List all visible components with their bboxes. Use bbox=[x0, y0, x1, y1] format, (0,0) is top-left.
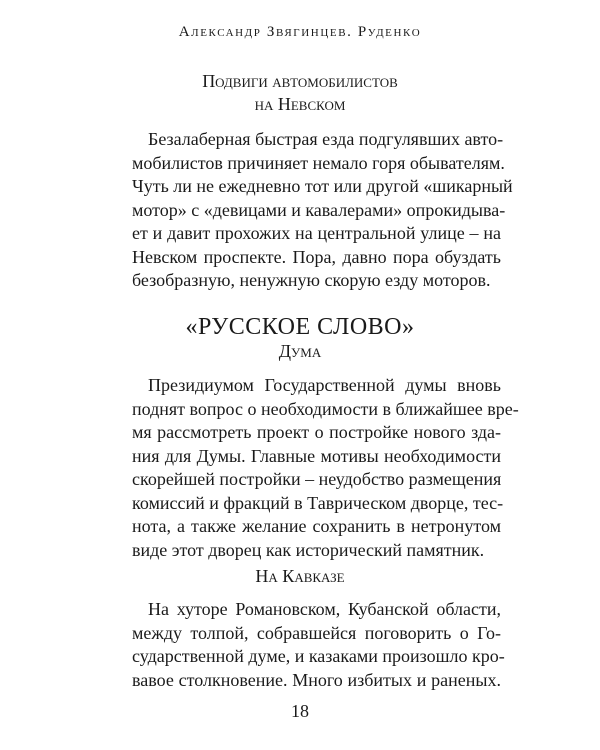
text-line: ет и давит прохожих на центральной улице – на bbox=[132, 223, 501, 243]
text-line: комиссий и фракций в Таврическом дворце, тес- bbox=[132, 492, 504, 513]
text-line: ния для Думы. Главные мотивы необходимости bbox=[132, 445, 501, 466]
running-head: Александр Звягинцев. Руденко bbox=[178, 24, 422, 40]
page-number: 18 bbox=[291, 701, 309, 721]
text-line: виде этот дворец как исторический памятник. bbox=[132, 539, 485, 560]
section-title-line: на Невском bbox=[254, 94, 346, 114]
paragraph-automobilists bbox=[132, 128, 513, 293]
text-line: Президиумом Государственной думы вновь bbox=[148, 375, 501, 395]
text-line: сударственной думе, и казаками произошло кро- bbox=[132, 646, 505, 666]
text-line: нота, а также желание сохранить в нетронутом bbox=[132, 516, 501, 536]
section-title-line: Подвиги автомобилистов bbox=[202, 71, 398, 91]
text-line: На хуторе Романовском, Кубанской области, bbox=[148, 599, 501, 619]
paragraph-duma bbox=[132, 374, 519, 562]
text-line: поднят вопрос о необходимости в ближайшее вре- bbox=[132, 398, 519, 419]
text-line: мя рассмотреть проект о постройке нового зда- bbox=[132, 422, 501, 442]
text-line: Безалаберная быстрая езда подгулявших авто- bbox=[148, 129, 504, 149]
text-line: Чуть ли не ежедневно тот или другой «шикарный bbox=[132, 176, 513, 196]
newspaper-title: «РУССКОЕ СЛОВО» bbox=[185, 314, 415, 340]
text-line: между толпой, собравшейся поговорить о Го- bbox=[132, 622, 501, 643]
section-subtitle: Дума bbox=[278, 341, 322, 361]
text-line: скорейшей постройки – неудобство размещения bbox=[132, 469, 502, 489]
text-line: мобилистов причиняет немало горя обывателям. bbox=[132, 152, 505, 173]
text-line: Невском проспекте. Пора, давно пора обуздать bbox=[132, 246, 501, 267]
section-subtitle: На Кавказе bbox=[255, 566, 345, 586]
text-line: мотор» с «девицами и кавалерами» опрокидыва- bbox=[132, 199, 506, 220]
paragraph-caucasus bbox=[132, 598, 505, 692]
text-line: вавое столкновение. Много избитых и раненых. bbox=[132, 669, 501, 690]
text-line: безобразную, ненужную скорую езду моторов. bbox=[132, 270, 491, 290]
